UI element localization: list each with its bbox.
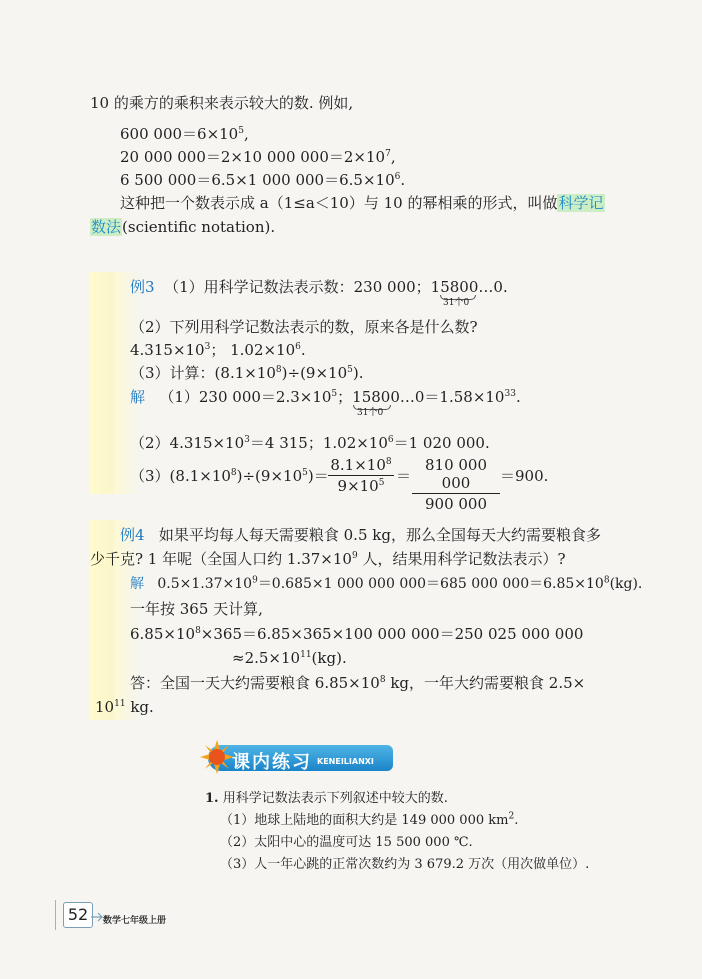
exercise-sub-1: （1）地球上陆地的面积大约是 149 000 000 $km^2$. [220, 811, 519, 828]
example4-label: 例4 [120, 526, 145, 544]
example3-values: $4.315\times 10^3$； $1.02\times 10^6$. [130, 341, 306, 359]
example4-solution-1: 解 $0.5\times 1.37\times 10^9=0.685\times 1$ 000 000 000＝685 000 $000=6.85\times 10^8(kg)$. [130, 575, 643, 592]
example4-answer-2: $10^{11}$ kg. [95, 698, 154, 716]
exercise-sub-2: （2）太阳中心的温度可达 15 500 000 ℃. [220, 835, 473, 850]
example3-question-1: 例3 （1）用科学记数法表示数：230 000；15800…0. [130, 278, 508, 296]
example3-question-3: （3）计算：$(8.1\times 10^8)\div(9\times 10^5)$. [130, 364, 364, 382]
result: ＝900. [500, 467, 549, 485]
example4-answer: 答：全国一天大约需要粮食 $6.85\times 10^8$ kg，一年大约需要粮食 2.5× [130, 674, 586, 692]
example3-sidebar [90, 272, 114, 494]
example3-question-2: （2）下列用科学记数法表示的数，原来各是什么数? [130, 318, 478, 336]
fraction-bar [328, 475, 394, 476]
equation-3: 6 500 000＝6.5×1 000 $000=6.5\times 10^6$. [120, 171, 406, 189]
equation-1: 600 $000=6\times 10^5$, [120, 125, 249, 143]
equation-2: 20 000 000＝2×10 000 $000=2\times 10^7$, [120, 148, 396, 166]
example3-fade [114, 272, 142, 494]
term-highlight: 数法 [91, 218, 122, 236]
solution-label: 解 [130, 576, 144, 592]
brace-label: 31个0 [357, 408, 384, 418]
example4-question-1: 例4 如果平均每人每天需要粮食 0.5 kg，那么全国每天大约需要粮食多 [120, 526, 601, 544]
fraction-2 [412, 456, 500, 513]
example3-solution-3: $(3)(8.1\times 10^8)\div(9\times 10^5)=$ [130, 467, 329, 485]
example4-solution-3: $6.85\times 10^8\times 365=6.85\times 365\times 100$ 000 000＝250 025 000 000 [130, 625, 584, 643]
sun-icon [200, 740, 234, 774]
equals-sign: ＝ [396, 467, 412, 485]
exercise-sub-3: （3）人一年心跳的正常次数约为 3 679.2 万次（用次做单位）. [220, 857, 590, 872]
arrow-icon [90, 910, 104, 924]
example3-solution-1: 解 （1）230 $000=2.3\times 10^5$；$15800\dots 0=1.58\times 10^{33}$. [130, 388, 521, 406]
fraction-denominator: $9\times 10^5$ [337, 477, 385, 495]
book-title: 数学七年级上册 [103, 916, 167, 926]
example3-solution-2: $(2)4.315\times 10^3=4$ 315；$1.02\times 10^6=1$ 020 000. [130, 434, 490, 452]
page-number: 52 [63, 902, 93, 928]
term-highlight: 科学记 [558, 194, 604, 212]
fraction-bar [412, 493, 500, 494]
example4-solution-4: $\approx 2.5\times 10^{11}(kg)$. [232, 649, 347, 667]
practice-title: 课内练习 [232, 752, 312, 773]
example4-solution-2: 一年按 365 天计算, [130, 600, 263, 618]
definition-line: 这种把一个数表示成 a（1≤a＜10）与 10 的幂相乘的形式，叫做科学记 [120, 194, 604, 212]
fraction-numerator: 810 000 000 [424, 456, 488, 492]
footer-divider [55, 900, 56, 930]
definition-line-2: 数法(scientific notation). [91, 218, 276, 236]
brace-label: 31个0 [443, 298, 470, 308]
fraction-numerator: $8.1\times 10^8$ [330, 456, 392, 474]
exercise-item: 1. 用科学记数法表示下列叙述中较大的数. [205, 791, 448, 806]
example3-label: 例3 [130, 278, 155, 296]
fraction-denominator: 900 000 [424, 495, 488, 513]
fraction-1 [328, 456, 394, 495]
solution-label: 解 [130, 388, 146, 406]
example4-question-2: 少千克? 1 年呢（全国人口约 $1.37\times 10^9$ 人，结果用科学记数法表示）? [90, 550, 566, 568]
practice-subtitle: KENEILIANXI [317, 757, 374, 766]
intro-line: 10 的乘方的乘积来表示较大的数. 例如, [90, 94, 354, 112]
